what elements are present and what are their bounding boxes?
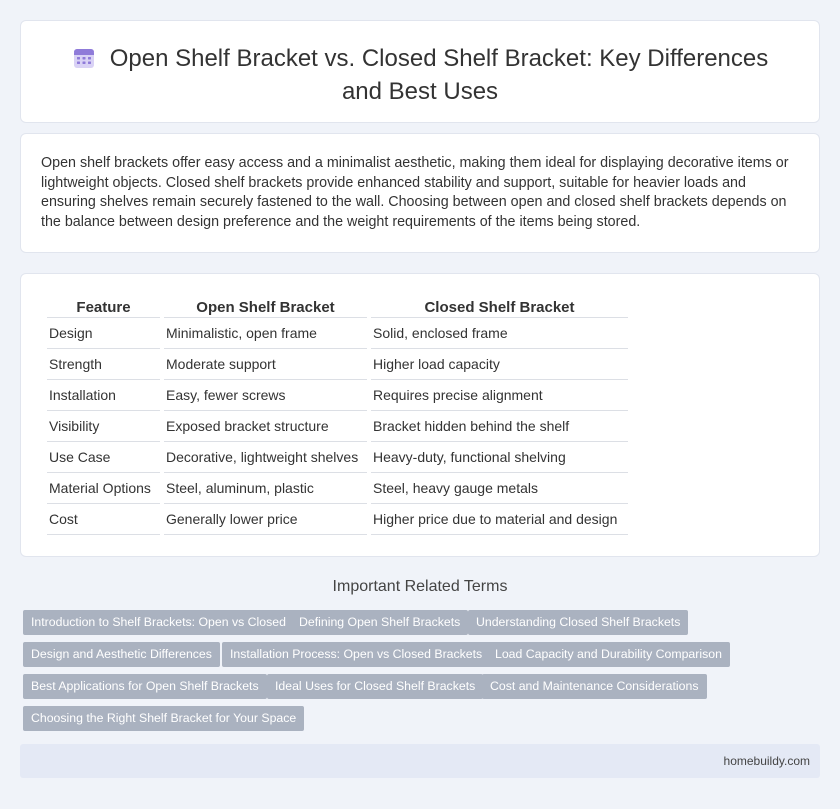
cell-closed: Requires precise alignment xyxy=(371,380,628,411)
header-open-shelf-bracket: Open Shelf Bracket xyxy=(164,296,367,318)
page-title xyxy=(51,44,789,106)
tag-choosing-right[interactable]: Choosing the Right Shelf Bracket for Your Space xyxy=(23,706,304,731)
table-row xyxy=(47,442,628,473)
title-wrap xyxy=(51,44,789,106)
cell-closed: Higher price due to material and design xyxy=(371,504,628,535)
tag-installation-process[interactable]: Installation Process: Open vs Closed Brackets xyxy=(222,642,490,667)
cell-closed: Solid, enclosed frame xyxy=(371,318,628,349)
header-closed-shelf-bracket: Closed Shelf Bracket xyxy=(371,296,628,318)
cell-feature: Strength xyxy=(47,349,160,380)
tag-load-capacity[interactable]: Load Capacity and Durability Comparison xyxy=(487,642,730,667)
footer xyxy=(20,744,820,778)
related-terms-title: Important Related Terms xyxy=(332,578,508,595)
table-row xyxy=(47,473,628,504)
tag-design-aesthetic[interactable]: Design and Aesthetic Differences xyxy=(23,642,220,667)
table-row xyxy=(47,318,628,349)
cell-feature: Installation xyxy=(47,380,160,411)
cell-closed: Heavy-duty, functional shelving xyxy=(371,442,628,473)
tag-understanding-closed[interactable]: Understanding Closed Shelf Brackets xyxy=(468,610,688,635)
footer-site[interactable]: homebuildy.com xyxy=(723,754,810,768)
calendar-icon xyxy=(72,46,96,77)
cell-feature: Material Options xyxy=(47,473,160,504)
comparison-table xyxy=(43,296,632,535)
cell-open: Exposed bracket structure xyxy=(164,411,367,442)
header-card xyxy=(20,20,820,123)
cell-open: Minimalistic, open frame xyxy=(164,318,367,349)
page-title-text: Open Shelf Bracket vs. Closed Shelf Bracket: Key Differences and Best Uses xyxy=(109,45,769,105)
cell-feature: Use Case xyxy=(47,442,160,473)
cell-open: Moderate support xyxy=(164,349,367,380)
cell-closed: Steel, heavy gauge metals xyxy=(371,473,628,504)
table-row xyxy=(47,380,628,411)
tag-introduction[interactable]: Introduction to Shelf Brackets: Open vs Closed xyxy=(23,610,294,635)
table-row xyxy=(47,411,628,442)
cell-closed: Bracket hidden behind the shelf xyxy=(371,411,628,442)
tag-cost-maintenance[interactable]: Cost and Maintenance Considerations xyxy=(482,674,707,699)
cell-closed: Higher load capacity xyxy=(371,349,628,380)
cell-open: Generally lower price xyxy=(164,504,367,535)
table-row xyxy=(47,504,628,535)
cell-open: Decorative, lightweight shelves xyxy=(164,442,367,473)
cell-feature: Visibility xyxy=(47,411,160,442)
comparison-table-card xyxy=(20,273,820,557)
header-feature: Feature xyxy=(47,296,160,318)
cell-feature: Design xyxy=(47,318,160,349)
tag-ideal-uses-closed[interactable]: Ideal Uses for Closed Shelf Brackets xyxy=(267,674,483,699)
tag-best-applications-open[interactable]: Best Applications for Open Shelf Brackets xyxy=(23,674,267,699)
table-header-row xyxy=(47,296,628,318)
summary-card xyxy=(20,133,820,253)
cell-open: Steel, aluminum, plastic xyxy=(164,473,367,504)
tag-defining-open[interactable]: Defining Open Shelf Brackets xyxy=(291,610,468,635)
cell-feature: Cost xyxy=(47,504,160,535)
table-row xyxy=(47,349,628,380)
summary-text: Open shelf brackets offer easy access and a minimalist aesthetic, making them ideal for displaying decorative items or lightweight objects. Closed shelf brackets provide enhanced stability and support, suitable for heavier loads and ensuring shelves remain securely fastened to the wall. Choosing between open and closed shelf brackets depends on the balance between design preference and the weight requirements of the items being stored. xyxy=(41,155,789,230)
cell-open: Easy, fewer screws xyxy=(164,380,367,411)
